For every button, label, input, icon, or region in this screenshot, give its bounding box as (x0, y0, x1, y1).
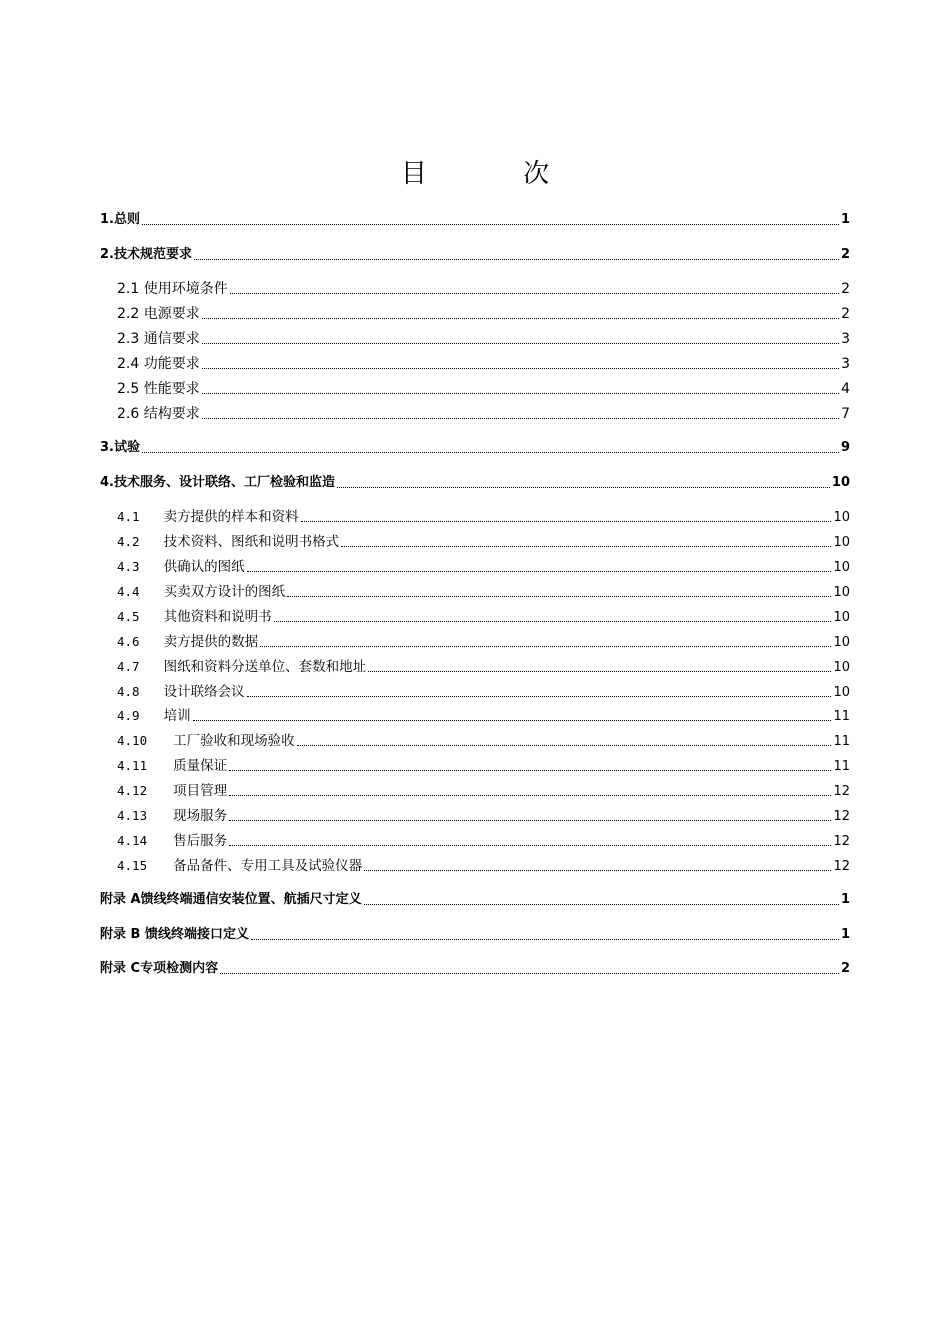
dot-leader (229, 794, 831, 796)
toc-entry-4[interactable] (100, 473, 850, 493)
toc-entry-number: 1. (100, 212, 114, 227)
toc-entry-page: 3 (841, 356, 850, 372)
toc-entry-number: 3. (100, 440, 114, 455)
toc-entry-number: 2.1 (117, 281, 140, 297)
toc-entry-page: 10 (833, 585, 850, 600)
toc-entry-appendix-c[interactable] (100, 959, 850, 979)
toc-entry-4-6[interactable] (117, 632, 850, 652)
toc-entry-page: 2 (840, 247, 850, 262)
toc-entry-number: 4.15 (117, 858, 148, 873)
toc-entry-title: 通信要求 (143, 331, 200, 347)
dot-leader (274, 620, 832, 622)
toc-entry-page: 1 (840, 212, 850, 227)
dot-leader (142, 223, 839, 225)
dot-leader (202, 367, 839, 369)
toc-entry-title: 其他资料和说明书 (163, 609, 272, 625)
dot-leader (230, 292, 839, 294)
toc-entry-page: 10 (833, 635, 850, 650)
toc-entry-page: 10 (833, 560, 850, 575)
dot-leader (229, 844, 831, 846)
toc-entry-page: 2 (840, 961, 850, 976)
dot-leader (220, 972, 839, 974)
toc-entry-number: 2.2 (117, 306, 140, 322)
toc-entry-title: 功能要求 (143, 356, 200, 372)
toc-entry-4-5[interactable] (117, 607, 850, 627)
toc-entry-number: 4.9 (117, 708, 140, 723)
toc-entry-number: 4.8 (117, 684, 140, 699)
toc-entry-4-4[interactable] (117, 582, 850, 602)
toc-entry-number: 4.7 (117, 659, 140, 674)
toc-entry-page: 2 (841, 306, 850, 322)
toc-entry-page: 1 (840, 892, 850, 907)
toc-entry-number: 4.12 (117, 783, 148, 798)
toc-entry-page: 11 (833, 734, 850, 749)
dot-leader (193, 719, 832, 721)
toc-entry-title: 买卖双方设计的图纸 (163, 584, 286, 600)
toc-entry-page: 12 (833, 834, 850, 849)
toc-entry-2-2[interactable] (117, 304, 850, 324)
toc-entry-title: 卖方提供的数据 (163, 634, 259, 650)
toc-entry-title: 专项检测内容 (140, 961, 219, 976)
toc-entry-2-1[interactable] (117, 279, 850, 299)
toc-entry-page: 12 (833, 859, 850, 874)
toc-entry-number: 附录 A (100, 892, 141, 907)
page-title: 目 次 (400, 159, 594, 189)
toc-entry-title: 卖方提供的样本和资料 (163, 509, 299, 525)
toc-entry-number: 4.3 (117, 559, 140, 574)
toc-entry-title: 馈线终端接口定义 (140, 927, 249, 942)
dot-leader (247, 570, 832, 572)
toc-entry-appendix-b[interactable] (100, 925, 850, 945)
toc-entry-page: 2 (841, 281, 850, 297)
toc-entry-title: 性能要求 (143, 381, 200, 397)
toc-entry-4-8[interactable] (117, 682, 850, 702)
toc-entry-number: 4.6 (117, 634, 140, 649)
dot-leader (142, 451, 839, 453)
toc-entry-title: 项目管理 (173, 783, 228, 799)
toc-entry-title: 供确认的图纸 (163, 559, 245, 575)
toc-entry-title: 技术资料、图纸和说明书格式 (163, 534, 340, 550)
toc-entry-4-12[interactable] (117, 781, 850, 801)
toc-entry-2-6[interactable] (117, 404, 850, 424)
toc-entry-title: 使用环境条件 (143, 281, 228, 297)
dot-leader (251, 938, 839, 940)
toc-entry-page: 11 (833, 759, 850, 774)
toc-entry-page: 10 (833, 610, 850, 625)
toc-entry-4-7[interactable] (117, 657, 850, 677)
toc-entry-2-5[interactable] (117, 379, 850, 399)
toc-entry-number: 附录 B (100, 927, 141, 942)
toc-entry-page: 1 (840, 927, 850, 942)
toc-entry-title: 电源要求 (143, 306, 200, 322)
dot-leader (260, 645, 831, 647)
toc-entry-page: 10 (833, 685, 850, 700)
dot-leader (194, 258, 839, 260)
toc-entry-number: 2.4 (117, 356, 140, 372)
toc-entry-page: 12 (833, 809, 850, 824)
toc-entry-4-3[interactable] (117, 557, 850, 577)
toc-entry-title: 试验 (113, 440, 140, 455)
dot-leader (287, 595, 831, 597)
dot-leader (229, 819, 831, 821)
toc-entry-title: 售后服务 (173, 833, 228, 849)
dot-leader (368, 670, 831, 672)
toc-entry-number: 4.2 (117, 534, 140, 549)
toc-entry-page: 10 (833, 510, 850, 525)
toc-entry-page: 9 (840, 440, 850, 455)
toc-entry-4-9[interactable] (117, 706, 850, 726)
toc-entry-2-3[interactable] (117, 329, 850, 349)
toc-entry-appendix-a[interactable] (100, 890, 850, 910)
toc-entry-title: 备品备件、专用工具及试验仪器 (173, 858, 363, 874)
toc-entry-number: 4.11 (117, 758, 148, 773)
toc-entry-title: 馈线终端通信安装位置、航插尺寸定义 (140, 892, 362, 907)
toc-entry-number: 4.5 (117, 609, 140, 624)
dot-leader (202, 317, 839, 319)
toc-entry-4-1[interactable] (117, 507, 850, 527)
dot-leader (202, 342, 839, 344)
toc-entry-title: 设计联络会议 (163, 684, 245, 700)
toc-entry-4-2[interactable] (117, 532, 850, 552)
toc-entry-number: 4.14 (117, 833, 148, 848)
dot-leader (247, 695, 832, 697)
toc-entry-page: 7 (841, 406, 850, 422)
toc-entry-title: 总则 (113, 212, 140, 227)
dot-leader (301, 520, 832, 522)
dot-leader (202, 417, 839, 419)
toc-entry-number: 4. (100, 475, 114, 490)
toc-entry-title: 现场服务 (173, 808, 228, 824)
toc-entry-number: 2. (100, 247, 114, 262)
toc-entry-page: 10 (833, 660, 850, 675)
toc-entry-number: 4.4 (117, 584, 140, 599)
toc-entry-4-11[interactable] (117, 756, 850, 776)
dot-leader (364, 869, 831, 871)
toc-entry-4-14[interactable] (117, 831, 850, 851)
toc-entry-number: 附录 C (100, 961, 141, 976)
toc-entry-4-10[interactable] (117, 731, 850, 751)
toc-entry-page: 10 (831, 475, 850, 490)
toc-entry-title: 工厂验收和现场验收 (173, 733, 295, 749)
dot-leader (202, 392, 839, 394)
toc-entry-number: 2.5 (117, 381, 140, 397)
toc-entry-number: 4.10 (117, 733, 148, 748)
toc-entry-page: 3 (841, 331, 850, 347)
dot-leader (337, 486, 830, 488)
toc-entry-page: 11 (833, 709, 850, 724)
toc-entry-page: 12 (833, 784, 850, 799)
dot-leader (364, 903, 839, 905)
toc-entry-3[interactable] (100, 438, 850, 458)
toc-entry-number: 2.6 (117, 406, 140, 422)
toc-entry-page: 4 (841, 381, 850, 397)
dot-leader (341, 545, 831, 547)
toc-entry-title: 培训 (163, 708, 191, 724)
dot-leader (229, 769, 831, 771)
toc-entry-title: 技术服务、设计联络、工厂检验和监造 (113, 475, 335, 490)
toc-entry-2-4[interactable] (117, 354, 850, 374)
toc-entry-1[interactable] (100, 210, 850, 230)
toc-entry-4-15[interactable] (117, 856, 850, 876)
toc-entry-4-13[interactable] (117, 806, 850, 826)
toc-entry-title: 图纸和资料分送单位、套数和地址 (163, 659, 367, 675)
toc-entry-title: 结构要求 (143, 406, 200, 422)
toc-entry-page: 10 (833, 535, 850, 550)
dot-leader (297, 744, 832, 746)
toc-entry-2[interactable] (100, 245, 850, 265)
toc-entry-number: 4.1 (117, 509, 140, 524)
toc-entry-number: 4.13 (117, 808, 148, 823)
toc-entry-number: 2.3 (117, 331, 140, 347)
toc-entry-title: 技术规范要求 (113, 247, 192, 262)
toc-entry-title: 质量保证 (173, 758, 228, 774)
